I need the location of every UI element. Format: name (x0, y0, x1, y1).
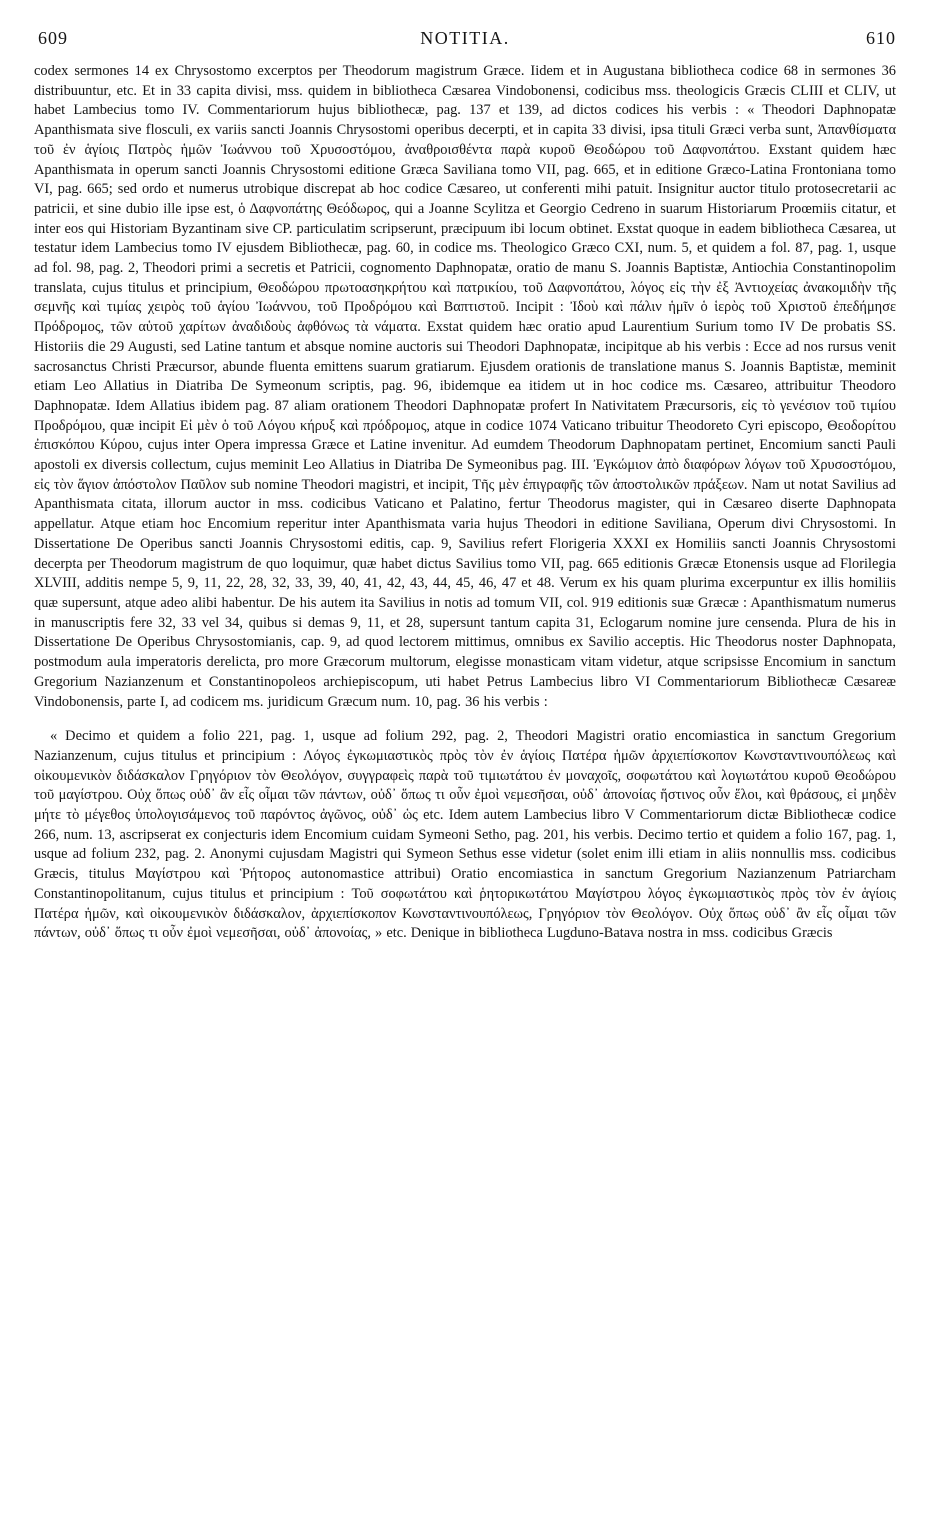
quoted-paragraph: « Decimo et quidem a folio 221, pag. 1, usque ad folium 292, pag. 2, Theodori Magistri oratio encomiastica in sanctum Gregorium Nazianzenum, cujus titulus et principium : Λόγος ἐγκωμιαστικὸς πρὸς τὸν ἐν ἁγίοις Πατέρα ἡμῶν ἀρχιεπίσκοπον Κωνσταντινουπόλεως καὶ οἰκουμενικὸν διδάσκαλον Γρηγόριον τὸν Θεολόγον, συγγραφεὶς παρὰ τοῦ τιμιωτάτου ἐν μοναχοῖς, σοφωτάτου καὶ λογιωτάτου κυροῦ Θεοδώρου τοῦ μαγίστρου. Οὐχ ὅπως οὐδ᾽ ἂν εἷς οἶμαι τῶν πάντων, οὐδ᾽ ὅπως τι οὖν ἐμοὶ νεμεσῆσαι, οὐδ᾽ ἀπονοίας ἥστινος οὖν ἕλοι, καὶ θράσους, εἰ μηδὲν μήτε τὸ μέγεθος ὑπολογισάμενος τοῦ παρόντος ἀγῶνος, οὐδ᾽ ὡς etc. Idem autem Lambecius libro V Commentariorum dictæ Bibliothecæ codice 266, num. 13, ascripserat ex conjecturis idem Encomium cuidam Symeoni Setho, pag. 201, his verbis. Decimo tertio et quidem a folio 167, pag. 1, usque ad folium 232, pag. 2. Anonymi cujusdam Magistri qui Symeon Sethus esse videtur (solet enim illi etiam in aliis nonnullis mss. codicibus Græcis, titulus Μαγίστρου καὶ Ῥήτορος autonomastice attribui) Oratio encomiastica in sanctum Gregorium Nazianzenum Patriarcham Constantinopolitanum, cujus titulus et principium : Τοῦ σοφωτάτου καὶ ῥητορικωτάτου Μαγίστρου λόγος ἐγκωμιαστικὸς πρὸς τὸν ἐν ἁγίοις Πατέρα ἡμῶν, καὶ οἰκουμενικὸν διδάσκαλον, ἀρχιεπίσκοπον Κωνσταντινουπόλεως, Γρηγόριον τὸν Θεολόγον. Οὐχ ὅπως οὐδ᾽ ἂν εἷς οἶμαι τῶν πάντων, οὐδ᾽ ὅπως τι οὖν ἐμοὶ νεμεσῆσαι, οὐδ᾽ ἀπονοίας, » etc. Denique in bibliotheca Lugduno-Batava nostra in mss. codicibus Græcis (34, 728, 896, 942)
document-page (34, 22, 896, 944)
body-paragraph: codex sermones 14 ex Chrysostomo excerptos per Theodorum magistrum Græce. Iidem et in Augustana bibliotheca codice 68 in sermones 36 distribuuntur, etc. Et in 33 capita divisi, mss. quidem in bibliotheca Cæsarea Vindobonensi, codicibus mss. theologicis Græcis CLIII et CLIV, ut habet Lambecius tomo IV. Commentariorum hujus bibliothecæ, pag. 137 et 139, ad dictos codices his verbis : « Theodori Daphnopatæ Apanthismata sive flosculi, ex variis sancti Joannis Chrysostomi operibus decerpti, et in capita 33 divisi, ipsa tituli Græci verba sunt, Ἀπανθίσματα τοῦ ἐν ἁγίοις Πατρὸς ἡμῶν Ἰωάννου τοῦ Χρυσοστόμου, ἀναθροισθέντα παρὰ κυροῦ Θεοδώρου τοῦ Δαφνοπάτου. Exstant quidem hæc Apanthismata in operum sancti Joannis Chrysostomi editione Græca Saviliana tomo VII, pag. 665, et in editione Græco-Latina Frontoniana tomo VI, pag. 665; sed ordo et numerus utrobique discrepat ab hoc codice Cæsareo, ut conferenti mihi patuit. Insignitur auctor titulo protosecretarii ac patricii, et sine dubio ille ipse est, ὁ Δαφνοπάτης Θεόδωρος, qui a Joanne Scylitza et Georgio Cedreno in suarum Historiarum Proœmiis citatur, et inter eos qui Historiam Byzantinam sive CP. particulatim scripserunt, præcipuum ibi locum obtinet. Exstat quoque in eadem bibliotheca Cæsarea, ut testatur idem Lambecius tomo IV ejusdem Bibliothecæ, pag. 60, in codice ms. Theologico Græco CXI, num. 5, et quidem a fol. 87, pag. 1, usque ad fol. 98, pag. 2, Theodori primi a secretis et Patricii, cognomento Daphnopatæ, oratio de manu S. Joannis Baptistæ, Antiochia Constantinopolim translata, cujus titulus et principium, Θεοδώρου πρωτοασηκρήτου καὶ πατρικίου, τοῦ Δαφνοπάτου, λόγος εἰς τὴν ἐξ Ἀντιοχείας ἀνακομιδὴν τῆς σεμνῆς καὶ τιμίας χειρὸς τοῦ ἁγίου Ἰωάννου, τοῦ Προδρόμου καὶ Βαπτιστοῦ. Incipit : Ἰδοὺ καὶ πάλιν ἡμῖν ὁ ἱερὸς τοῦ Χριστοῦ ἐπεδήμησε Πρόδρομος, τῶν αὑτοῦ χαρίτων ἀναδιδοὺς ἀφθόνως τὰ νάματα. Exstat quidem hæc oratio apud Laurentium Surium tomo IV De probatis SS. Historiis die 29 Augusti, sed Latine tantum et absque nomine auctoris sui Theodori Daphnopatæ, incipitque ab his verbis : Ecce ad nos rursus venit sacrosanctus Christi Præcursor, abunde fluenta emittens suarum gratiarum. Ejusdem orationis de translatione manus S. Joannis Baptistæ, meminit etiam Leo Allatius in Diatriba De Symeonum scriptis, pag. 96, ibidemque ea itidem ut in hoc codice ms. Cæsareo, attribuitur Theodoro Daphnopatæ. Idem Allatius ibidem pag. 87 aliam orationem Theodori Daphnopatæ profert In Nativitatem Præcursoris, εἰς τὸ γενέσιον τοῦ τιμίου Προδρόμου, quæ incipit Εἰ μὲν ὁ τοῦ Λόγου κήρυξ καὶ πρόδρομος, atque in codice 1074 Vaticano tribuitur Theodoreto Cyri episcopo, Θεοδορίτου ἐπισκόπου Κύρου, cujus inter Opera impressa Græce et Latine invenitur. Ad eumdem Theodorum Daphnopatam pertinet, Encomium sancti Pauli apostoli ex diversis collectum, cujus meminit Leo Allatius in Diatriba De Symeonibus pag. III. Ἐγκώμιον ἀπὸ διαφόρων λόγων τοῦ Χρυσοστόμου, εἰς τὸν ἅγιον ἀπόστολον Παῦλον sub nomine Theodori magistri, et incipit, Τῆς μὲν ἐπιγραφῆς τῶν ἀποστολικῶν πράξεων. Nam ut notat Savilius ad Apanthismata citata, illorum auctor in mss. codicibus Vaticano et Palatino, fertur Theodorus magister, qui in Cæsareo diserte Daphnopata appellatur. Atque etiam hoc Encomium reperitur inter Apanthismata varia hujus Theodori in editione Saviliana, Operum divi Chrysostomi. In Dissertatione De Operibus sancti Joannis Chrysostomi editis, cap. 9, Savilius refert Florigeria XXXI ex Homiliis sancti Joannis Chrysostomi decerpta per Theodorum magistrum de quo loquimur, quæ habet dictus Savilius tomo VII, pag. 665 editionis Græcæ Etonensis usque ad Florilegia XLVIII, additis nempe 5, 9, 11, 22, 28, 32, 33, 39, 40, 41, 42, 43, 44, 45, 46, 47 et 48. Verum ex his quam plurima excerpuntur ex illis homiliis quæ supersunt, atque adeo alibi habentur. De his autem ita Savilius in notis ad tomum VII, col. 919 editionis suæ Græcæ : Apanthismatum numerus in manuscriptis fere 32, 33 vel 34, quibus si demas 9, 11, et 28, supersunt tantum capita 31, Eclogarum nomine jure censenda. Plura de his in Dissertatione De Operibus Chrysostomianis, cap. 9, ad quod lectorem mittimus, omnibus ex Savilio acceptis. Hic Theodorus noster Daphnopata, postmodum aula imperatoris derelicta, pro more Græcorum multorum, elegisse monasticam vitam videtur, atque scripsisse Encomium in sanctum Gregorium Nazianzenum et Constantinopoleos archiepiscopum, uti habet Petrus Lambecius libro VI Commentariorum Bibliothecæ Cæsareæ Vindobonensis, parte I, ad codicem ms. juridicum Græcum num. 10, pag. 36 his verbis : (34, 63, 896, 710)
page-number-right: 610 (866, 28, 896, 48)
page-header (34, 22, 896, 58)
running-head: NOTITIA. (420, 28, 510, 48)
page-number-left: 609 (38, 28, 68, 48)
text-body (34, 62, 896, 944)
